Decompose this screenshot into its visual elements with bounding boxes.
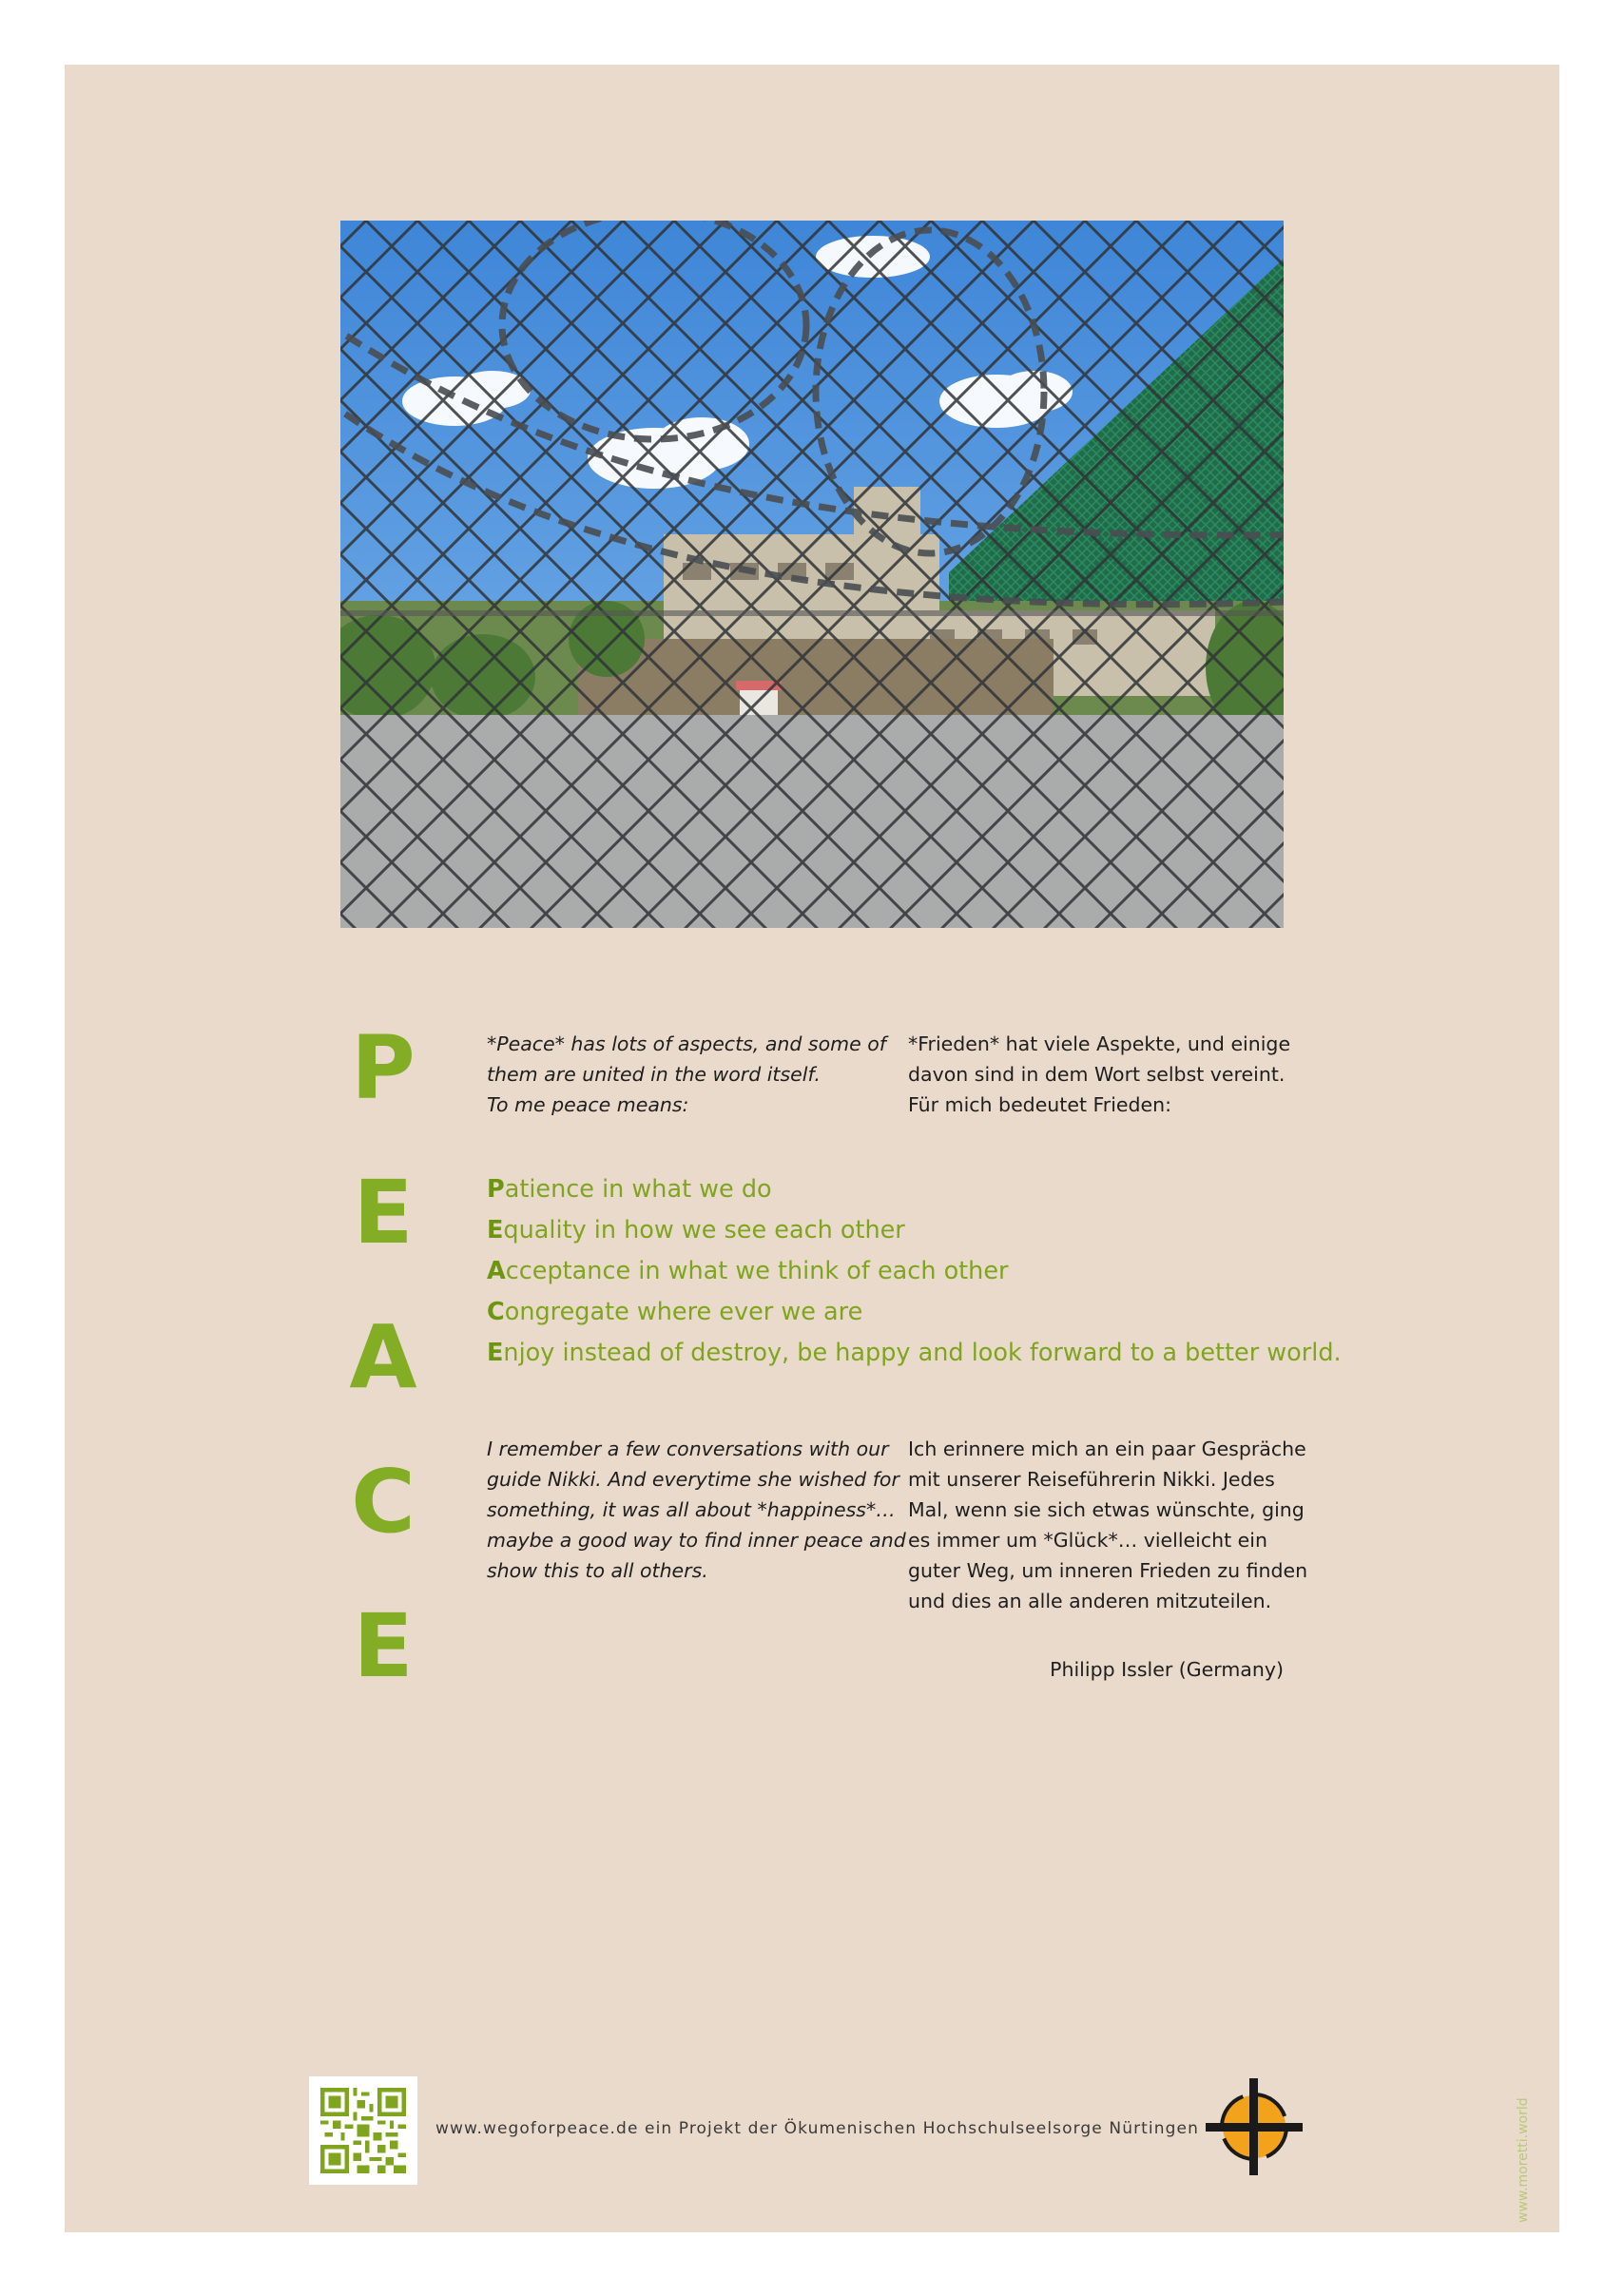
story-de-line: mit unserer Reiseführerin Nikki. Jedes (908, 1468, 1275, 1491)
side-credit: www.moretti.world (1516, 2097, 1531, 2223)
intro-en-line: *Peace* has lots of aspects, and some of (487, 1032, 886, 1055)
intro-english (487, 1029, 886, 1120)
qr-code-icon (320, 2088, 406, 2173)
fence-photo (340, 221, 1284, 928)
story-en-line: I remember a few conversations with our (487, 1437, 889, 1460)
acronym-letter-e: E (353, 1162, 414, 1264)
story-de-line: Mal, wenn sie sich etwas wünschte, ging (908, 1498, 1305, 1521)
hochschulseelsorge-logo (1202, 2074, 1306, 2179)
acrostic-rest: cceptance in what we think of each other (505, 1257, 1009, 1285)
acronym-letter-c: C (351, 1451, 416, 1553)
acrostic-rest: atience in what we do (504, 1175, 772, 1204)
footer-project-text: www.wegoforpeace.de ein Projekt der Ökumenischen Hochschulseelsorge Nürtingen (435, 2119, 1199, 2138)
acrostic-rest: njoy instead of destroy, be happy and look forward to a better world. (503, 1339, 1342, 1367)
intro-de-line: *Frieden* hat viele Aspekte, und einige (908, 1032, 1291, 1055)
intro-en-line: To me peace means: (487, 1093, 689, 1116)
acronym-letter-e2: E (353, 1595, 414, 1697)
acrostic-line (487, 1292, 1305, 1333)
acrostic-line (487, 1169, 1305, 1210)
acrostic-line (487, 1251, 1305, 1292)
acrostic-line (487, 1210, 1305, 1251)
acrostic-initial: E (487, 1339, 504, 1367)
acrostic-initial: P (487, 1175, 505, 1204)
cross-circle-logo-icon (1202, 2074, 1306, 2179)
story-de-line: guter Weg, um inneren Frieden zu finden (908, 1559, 1308, 1582)
acrostic-initial: A (487, 1257, 506, 1285)
intro-de-line: davon sind in dem Wort selbst vereint. (908, 1063, 1286, 1086)
fence-photo-image (340, 221, 1284, 928)
acrostic-rest: ongregate where ever we are (504, 1298, 863, 1326)
qr-code[interactable] (309, 2076, 417, 2185)
author-signature: Philipp Issler (Germany) (1050, 1658, 1284, 1681)
story-de-line: es immer um *Glück*… vielleicht ein (908, 1529, 1267, 1552)
intro-german (908, 1029, 1307, 1120)
story-english (487, 1434, 906, 1586)
intro-en-line: them are united in the word itself. (487, 1063, 821, 1086)
acrostic-initial: E (487, 1216, 504, 1244)
acrostic-rest: quality in how we see each other (503, 1216, 905, 1244)
story-de-line: und dies an alle anderen mitzuteilen. (908, 1590, 1272, 1612)
story-en-line: maybe a good way to find inner peace and (487, 1529, 906, 1552)
poster (65, 65, 1559, 2232)
acronym-letter-a: A (349, 1306, 417, 1408)
acronym-letter-p: P (351, 1017, 416, 1119)
story-en-line: guide Nikki. And everytime she wished for (487, 1468, 899, 1491)
story-en-line: something, it was all about *happiness*… (487, 1498, 896, 1521)
peace-acrostic (487, 1169, 1342, 1374)
acrostic-initial: C (487, 1298, 505, 1326)
story-de-line: Ich erinnere mich an ein paar Gespräche (908, 1437, 1306, 1460)
intro-de-line: Für mich bedeutet Frieden: (908, 1093, 1172, 1116)
story-german (908, 1434, 1307, 1616)
story-en-line: show this to all others. (487, 1559, 708, 1582)
acrostic-line (487, 1333, 1342, 1374)
